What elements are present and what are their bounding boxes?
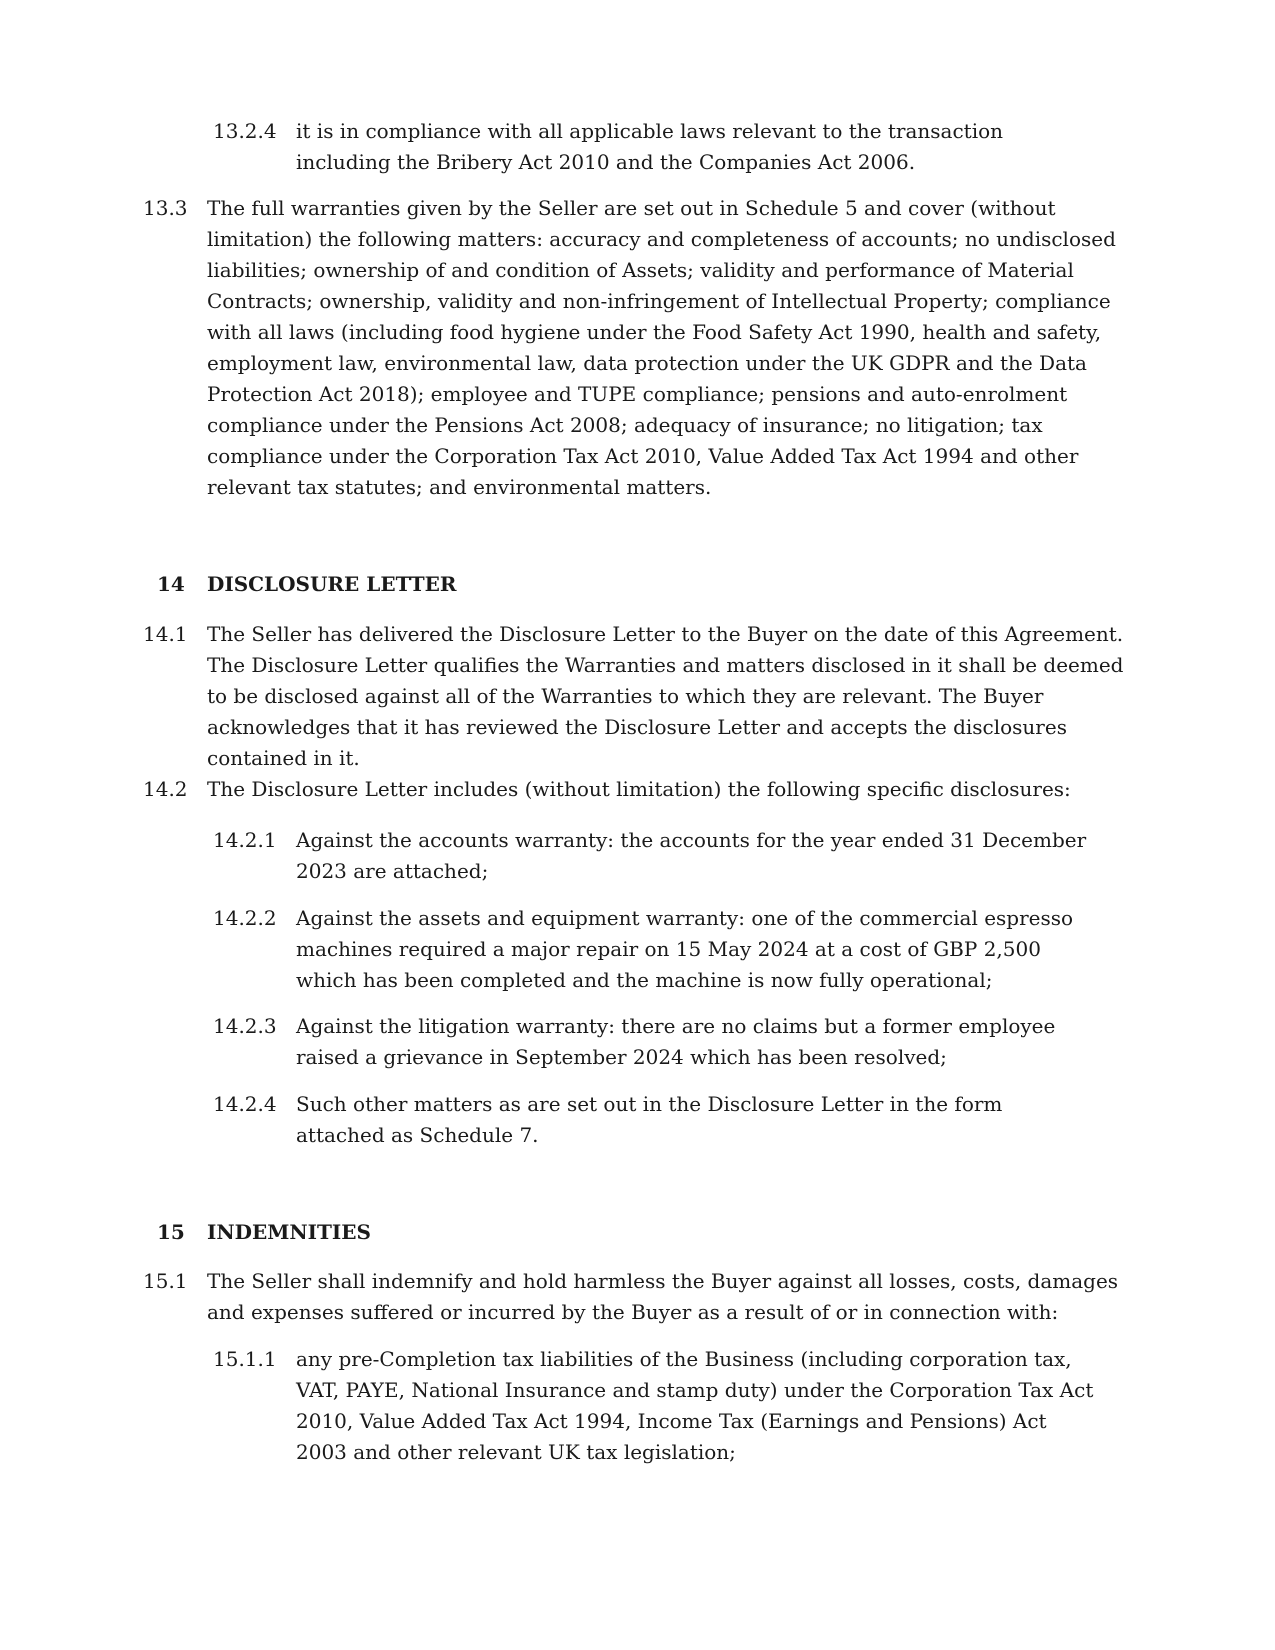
- clause-number: 14.2: [143, 777, 188, 801]
- clause-text: Against the assets and equipment warranty: one of the commercial espresso machines required a major repair on 15 May 2024 at a cost of GBP 2,500 which has been completed and the machine is now fully operational;: [296, 906, 1074, 992]
- clause-text: The full warranties given by the Seller are set out in Schedule 5 and cover (without limitation) the following matters: accuracy and completeness of accounts; no undisclosed liabilities; ownership of and condition of Assets; validity and performance of Material Contracts; ownership, validity and non-infringement of Intellectual Property; compliance with all laws (including food hygiene under the Food Safety Act 1990, health and safety, employment law, environmental law, data protection under the UK GDPR and the Data Protection Act 2018); employee and TUPE compliance; pensions and auto-enrolment compliance under the Pensions Act 2008; adequacy of insurance; no litigation; tax compliance under the Corporation Tax Act 2010, Value Added Tax Act 1994 and other relevant tax statutes; and environmental matters.: [207, 196, 1116, 499]
- section-title: INDEMNITIES: [207, 1220, 371, 1244]
- clause-text: Against the accounts warranty: the accounts for the year ended 31 December 2023 are attached;: [296, 828, 1087, 883]
- section-number: 15: [157, 1220, 185, 1244]
- clause-text: it is in compliance with all applicable laws relevant to the transaction including the Bribery Act 2010 and the Companies Act 2006.: [296, 119, 1004, 174]
- clause-number: 14.2.1: [213, 828, 277, 852]
- clause-number: 15.1: [143, 1269, 188, 1293]
- clause-text: The Seller has delivered the Disclosure Letter to the Buyer on the date of this Agreement. The Disclosure Letter qualifies the Warranties and matters disclosed in it shall be deemed to be disclosed against all of the Warranties to which they are relevant. The Buyer acknowledges that it has reviewed the Disclosure Letter and accepts the disclosures contained in it.: [207, 622, 1124, 770]
- clause-number: 14.2.2: [213, 906, 277, 930]
- clause-number: 14.2.3: [213, 1014, 277, 1038]
- clause-text: Such other matters as are set out in the Disclosure Letter in the form attached as Schedule 7.: [296, 1092, 1003, 1147]
- section-title: DISCLOSURE LETTER: [207, 572, 457, 596]
- clause-number: 14.1: [143, 622, 188, 646]
- clause-number: 14.2.4: [213, 1092, 277, 1116]
- clause-text: The Seller shall indemnify and hold harmless the Buyer against all losses, costs, damages and expenses suffered or incurred by the Buyer as a result of or in connection with:: [207, 1269, 1119, 1324]
- clause-number: 13.2.4: [213, 119, 277, 143]
- clause-text: The Disclosure Letter includes (without limitation) the following specific disclosures:: [207, 777, 1071, 801]
- clause-text: Against the litigation warranty: there are no claims but a former employee raised a grievance in September 2024 which has been resolved;: [296, 1014, 1056, 1069]
- clause-text: any pre-Completion tax liabilities of the Business (including corporation tax, VAT, PAYE, National Insurance and stamp duty) under the Corporation Tax Act 2010, Value Added Tax Act 1994, Income Tax (Earnings and Pensions) Act 2003 and other relevant UK tax legislation;: [296, 1347, 1094, 1464]
- section-number: 14: [157, 572, 185, 596]
- clause-number: 13.3: [143, 196, 188, 220]
- clause-number: 15.1.1: [213, 1347, 277, 1371]
